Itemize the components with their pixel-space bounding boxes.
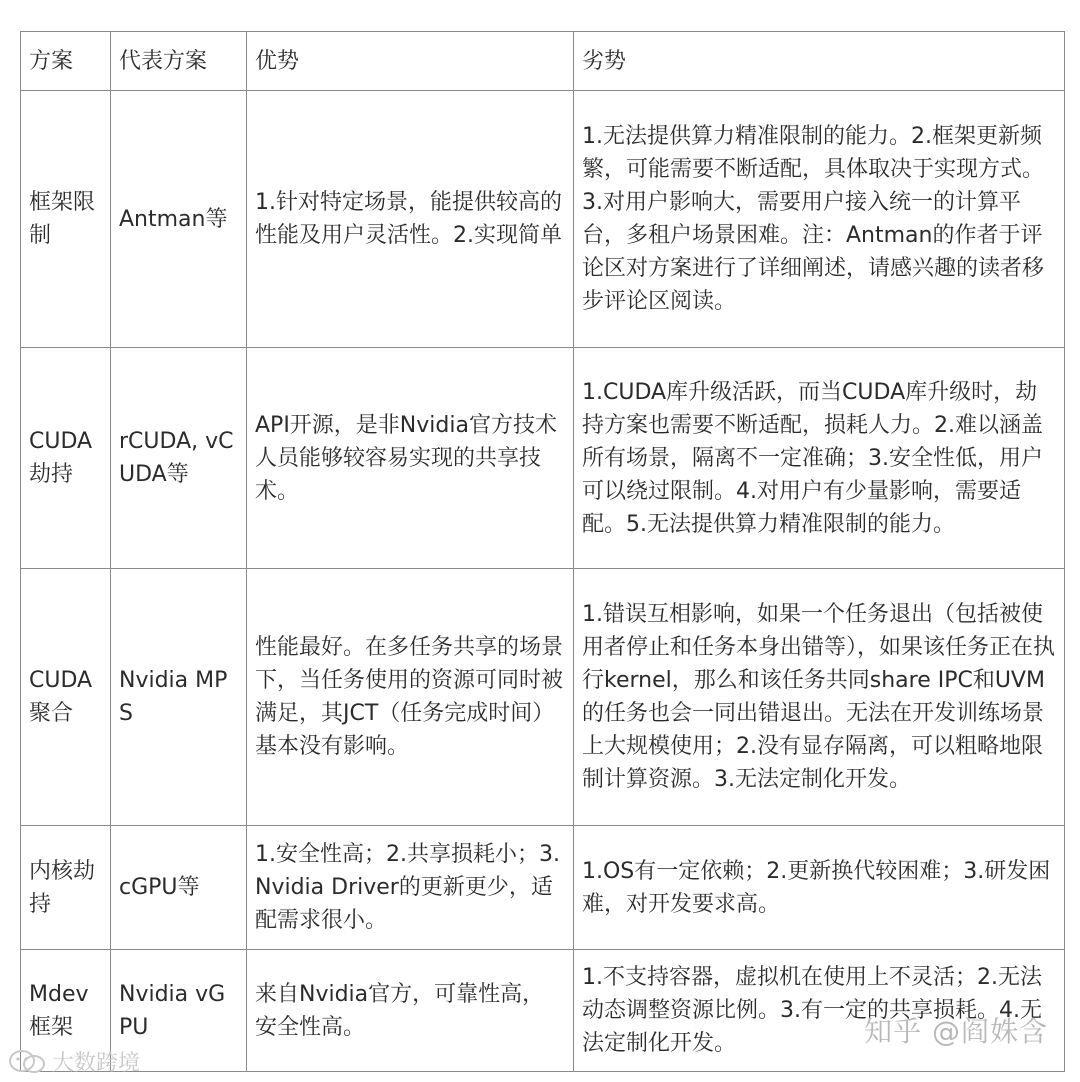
cell-representative: Nvidia MPS: [111, 569, 247, 826]
cell-representative: rCUDA, vCUDA等: [111, 348, 247, 569]
cell-disadvantages: 1.错误互相影响，如果一个任务退出（包括被使用者停止和任务本身出错等），如果该任务正在执行kernel，那么和该任务共同share IPC和UVM的任务也会一同出错退出。无法在开发训练场景上大规模使用；2.没有显存隔离，可以粗略地限制计算资源。3.无法定制化开发。: [574, 569, 1065, 826]
cell-scheme: 框架限制: [21, 91, 111, 348]
bottom-left-watermark-text: 大数跨境: [52, 1051, 141, 1076]
table-row: [21, 348, 1065, 569]
wechat-logo-icon: [8, 1049, 46, 1075]
header-disadvantages: 劣势: [574, 32, 1065, 91]
cell-advantages: 1.安全性高；2.共享损耗小；3.Nvidia Driver的更新更少，适配需求很小。: [247, 826, 574, 950]
cell-disadvantages: 1.无法提供算力精准限制的能力。2.框架更新频繁，可能需要不断适配，具体取决于实现方式。3.对用户影响大，需要用户接入统一的计算平台，多租户场景困难。注：Antman的作者于评论区对方案进行了详细阐述，请感兴趣的读者移步评论区阅读。: [574, 91, 1065, 348]
cell-advantages: API开源，是非Nvidia官方技术人员能够较容易实现的共享技术。: [247, 348, 574, 569]
cell-advantages: 1.针对特定场景，能提供较高的性能及用户灵活性。2.实现简单: [247, 91, 574, 348]
cell-representative: Antman等: [111, 91, 247, 348]
table-header-row: [21, 32, 1065, 91]
comparison-table-container: [20, 31, 1064, 1072]
cell-disadvantages: 1.OS有一定依赖；2.更新换代较困难；3.研发困难，对开发要求高。: [574, 826, 1065, 950]
cell-advantages: 来自Nvidia官方，可靠性高，安全性高。: [247, 950, 574, 1072]
cell-representative: Nvidia vGPU: [111, 950, 247, 1072]
table-row: [21, 826, 1065, 950]
cell-disadvantages: 1.不支持容器，虚拟机在使用上不灵活；2.无法动态调整资源比例。3.有一定的共享损耗。4.无法定制化开发。: [574, 950, 1065, 1072]
gpu-sharing-comparison-table: [20, 31, 1065, 1072]
cell-advantages: 性能最好。在多任务共享的场景下，当任务使用的资源可同时被满足，其JCT（任务完成时间）基本没有影响。: [247, 569, 574, 826]
bottom-left-watermark: [8, 1046, 140, 1077]
header-scheme: 方案: [21, 32, 111, 91]
cell-scheme: Mdev框架: [21, 950, 111, 1072]
table-row: [21, 91, 1065, 348]
cell-scheme: CUDA聚合: [21, 569, 111, 826]
zhihu-watermark: 知乎 @阎姝含: [864, 1015, 1048, 1048]
cell-scheme: 内核劫持: [21, 826, 111, 950]
table-row: [21, 569, 1065, 826]
cell-disadvantages: 1.CUDA库升级活跃，而当CUDA库升级时，劫持方案也需要不断适配，损耗人力。2.难以涵盖所有场景，隔离不一定准确；3.安全性低，用户可以绕过限制。4.对用户有少量影响，需要适配。5.无法提供算力精准限制的能力。: [574, 348, 1065, 569]
cell-representative: cGPU等: [111, 826, 247, 950]
header-advantages: 优势: [247, 32, 574, 91]
header-representative: 代表方案: [111, 32, 247, 91]
cell-scheme: CUDA劫持: [21, 348, 111, 569]
